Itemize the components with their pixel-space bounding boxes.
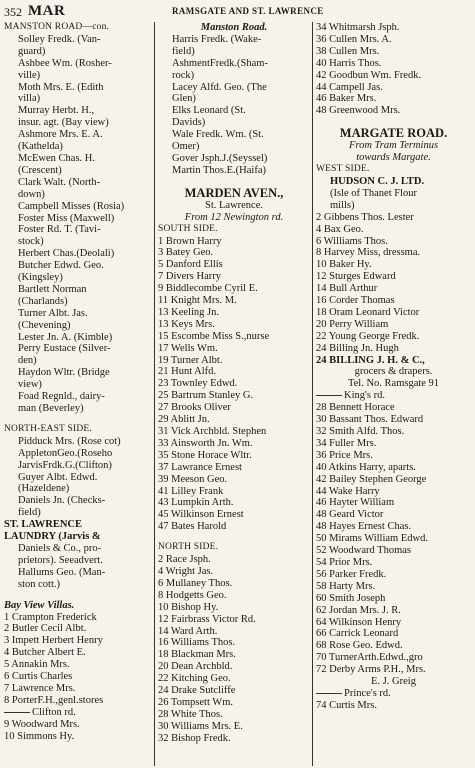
street-subheading: Bay View Villas. <box>4 599 75 611</box>
directory-entry: Bartlett Norman <box>18 283 87 295</box>
directory-entry: 48 Geard Victor <box>316 509 384 521</box>
directory-entry: Moth Mrs. E. (Edith <box>18 81 104 93</box>
directory-entry: 39 Meeson Geo. <box>158 473 228 485</box>
directory-entry: 16 Williams Thos. <box>158 637 236 649</box>
directory-entry: 37 Lawrance Ernest <box>158 461 242 473</box>
directory-entry: 13 Keys Mrs. <box>158 318 215 330</box>
section-heading: NORTH-EAST SIDE. <box>4 423 92 434</box>
directory-entry: 34 Fuller Mrs. <box>316 437 377 449</box>
directory-entry: 22 Kitching Geo. <box>158 673 231 685</box>
section-heading: WEST SIDE. <box>316 164 370 175</box>
directory-entry: Murray Herbt. H., <box>18 105 95 117</box>
directory-entry: 3 Batey Geo. <box>158 247 214 259</box>
directory-entry: 8 PorterF.H.,genl.stores <box>4 694 104 706</box>
directory-entry: Elks Leonard (St. <box>172 105 246 117</box>
directory-entry: 48 Hayes Ernest Chas. <box>316 521 412 533</box>
directory-entry: Omer) <box>172 141 200 153</box>
directory-entry: ston cott.) <box>18 578 60 590</box>
directory-entry: ville) <box>18 69 41 81</box>
directory-entry: 70 TurnerArth.Edwd.,gro <box>316 652 423 664</box>
directory-entry: 22 Young George Fredk. <box>316 330 420 342</box>
directory-entry: Tel. No. Ramsgate 91 <box>347 378 440 390</box>
directory-entry: 40 Atkins Harry, aparts. <box>316 461 416 473</box>
directory-entry: 32 Bishop Fredk. <box>158 732 231 744</box>
directory-entry: towards Margate. <box>356 152 431 164</box>
directory-entry: 47 Bates Harold <box>158 521 227 533</box>
directory-entry: 36 Cullen Mrs. A. <box>316 33 392 45</box>
directory-entry: Solley Fredk. (Van- <box>18 33 101 45</box>
section-heading: SOUTH SIDE. <box>158 223 218 234</box>
directory-entry: AshmentFredk.(Sham- <box>172 57 268 69</box>
directory-entry: prietors). Seeadvert. <box>18 554 103 566</box>
directory-entry: 19 Turner Albt. <box>158 354 223 366</box>
directory-entry: 20 Perry William <box>316 318 389 330</box>
directory-entry: 7 Divers Harry <box>158 271 221 283</box>
directory-entry: Daniels & Co., pro- <box>18 542 102 554</box>
directory-entry: 3 Impett Herbert Henry <box>4 635 103 647</box>
spacer <box>4 415 152 424</box>
directory-entry: Clark Walt. (North- <box>18 176 101 188</box>
directory-entry: 16 Corder Thomas <box>316 295 395 307</box>
directory-entry: 68 Rose Geo. Edwd. <box>316 640 403 652</box>
directory-entry: 8 Hodgetts Geo. <box>158 589 227 601</box>
directory-entry: 29 Ablitt Jn. <box>158 414 210 426</box>
directory-entry: 9 Woodward Mrs. <box>4 718 80 730</box>
directory-entry: 46 Hayter William <box>316 497 395 509</box>
directory-entry: 34 Whitmarsh Jsph. <box>316 22 400 33</box>
directory-entry: 10 Bishop Hy. <box>158 601 219 613</box>
directory-entry: 42 Goodbun Wm. Fredk. <box>316 69 422 81</box>
directory-entry: Glen) <box>172 93 196 105</box>
spacer <box>158 533 310 542</box>
directory-entry: 38 Cullen Mrs. <box>316 45 380 57</box>
directory-entry: mills) <box>330 199 355 211</box>
directory-column-1 <box>4 22 152 742</box>
directory-entry: 27 Brooks Oliver <box>158 402 231 414</box>
directory-entry: insur. agt. (Bay view) <box>18 117 109 129</box>
directory-entry: 4 Bax Geo. <box>316 223 364 235</box>
directory-entry: 15 Escombe Miss S.,nurse <box>158 330 270 342</box>
directory-entry: (Kingsley) <box>18 272 63 284</box>
cross-street-marker: King's rd. <box>316 390 471 402</box>
directory-entry: Turner Albt. Jas. <box>18 307 88 319</box>
directory-entry: 4 Wright Jas. <box>158 565 214 577</box>
directory-entry: 36 Price Mrs. <box>316 449 373 461</box>
directory-entry: 46 Baker Mrs. <box>316 93 377 105</box>
directory-entry: 23 Townley Edwd. <box>158 378 238 390</box>
directory-entry: 64 Wilkinson Henry <box>316 616 402 628</box>
directory-entry: 62 Jordan Mrs. J. R. <box>316 604 401 616</box>
directory-entry: 10 Baker Hy. <box>316 259 372 271</box>
directory-entry: 33 Ainsworth Jn. Wm. <box>158 437 253 449</box>
directory-entry: 54 Prior Mrs. <box>316 556 373 568</box>
directory-entry: Daniels Jn. (Checks- <box>18 495 106 507</box>
directory-entry: 28 White Thos. <box>158 708 223 720</box>
directory-entry: 52 Woodward Thomas <box>316 545 412 557</box>
directory-entry: AppletonGeo.(Roseho <box>18 447 113 459</box>
directory-entry: HUDSON C. J. LTD. <box>330 175 425 187</box>
directory-entry: 6 Curtis Charles <box>4 671 73 683</box>
directory-entry: Gover Jsph.J.(Seyssel) <box>172 152 268 164</box>
directory-entry: (Hazeldene) <box>18 483 70 495</box>
directory-entry: (Kathelda) <box>18 141 63 153</box>
directory-entry: 1 Crampton Frederick <box>4 611 97 623</box>
directory-entry: 12 Fairbrass Victor Rd. <box>158 613 256 625</box>
directory-entry: JarvisFrdk.G.(Clifton) <box>18 459 112 471</box>
directory-entry: Foster Rd. T. (Tavi- <box>18 224 101 236</box>
cross-street-marker: Clifton rd. <box>4 707 152 719</box>
page-number: 352 <box>4 5 22 19</box>
directory-entry: 8 Harvey Miss, dressma. <box>316 247 421 259</box>
directory-entry: Butcher Edwd. Geo. <box>18 260 104 272</box>
directory-entry: ST. LAWRENCE <box>4 519 82 531</box>
directory-entry: 12 Sturges Edward <box>316 271 396 283</box>
column-divider-2 <box>312 22 313 766</box>
directory-entry: 10 Simmons Hy. <box>4 730 75 742</box>
directory-entry: 17 Wells Wm. <box>158 342 218 354</box>
directory-entry: Lester Jn. A. (Kimble) <box>18 331 113 343</box>
directory-entry: 48 Greenwood Mrs. <box>316 105 401 117</box>
directory-entry: St. Lawrence. <box>204 199 264 211</box>
directory-entry: field) <box>172 45 195 57</box>
directory-entry: 40 Harris Thos. <box>316 57 382 69</box>
directory-entry: 5 Danford Ellis <box>158 259 223 271</box>
directory-entry: From Tram Terminus <box>348 140 439 152</box>
directory-entry: 21 Hunt Alfd. <box>158 366 217 378</box>
directory-entry: 56 Parker Fredk. <box>316 568 387 580</box>
directory-entry: 4 Butcher Albert E. <box>4 647 86 659</box>
page-header <box>4 4 469 20</box>
directory-entry: McEwen Chas. H. <box>18 152 95 164</box>
spacer <box>4 591 152 600</box>
directory-entry: Foad Regnld., dairy- <box>18 391 105 403</box>
directory-entry: 28 Bennett Horace <box>316 402 395 414</box>
directory-entry: Herbert Chas.(Deolali) <box>18 248 115 260</box>
directory-entry: field) <box>18 507 41 519</box>
directory-entry: 30 Williams Mrs. E. <box>158 720 243 732</box>
directory-entry: villa) <box>18 93 41 105</box>
directory-entry: stock) <box>18 236 44 248</box>
directory-entry: E. J. Greig <box>371 676 416 688</box>
directory-entry: 1 Brown Harry <box>158 235 222 247</box>
page-keyword: MAR <box>28 3 66 19</box>
directory-entry: 42 Bailey Stephen George <box>316 473 427 485</box>
directory-entry: 41 Lilley Frank <box>158 485 224 497</box>
directory-column-3 <box>316 22 471 712</box>
spacer <box>158 177 310 186</box>
street-subheading: Manston Road. <box>200 22 268 33</box>
directory-entry: (Crescent) <box>18 164 62 176</box>
street-heading: MARGATE ROAD. <box>339 126 448 141</box>
directory-entry: 24 Billing Jn. Hugh <box>316 342 399 354</box>
directory-entry: (Chevening) <box>18 319 71 331</box>
directory-entry: 43 Lumpkin Arth. <box>158 497 234 509</box>
directory-column-2 <box>158 22 310 745</box>
directory-entry: view) <box>18 379 42 391</box>
directory-entry: 58 Harty Mrs. <box>316 580 376 592</box>
directory-entry: 13 Keeling Jn. <box>158 306 219 318</box>
directory-entry: 14 Ward Arth. <box>158 625 218 637</box>
directory-entry: LAUNDRY (Jarvis & <box>4 531 101 543</box>
directory-entry: Campbell Misses (Rosia) <box>18 200 125 212</box>
directory-entry: 7 Lawrence Mrs. <box>4 682 76 694</box>
directory-entry: 9 Biddlecombe Cyril E. <box>158 283 258 295</box>
directory-entry: 25 Bartrum Stanley G. <box>158 390 254 402</box>
directory-entry: 30 Bassant Thos. Edward <box>316 414 424 426</box>
directory-entry: 60 Smith Joseph <box>316 592 386 604</box>
directory-entry: 2 Butler Cecil Albt. <box>4 623 87 635</box>
directory-entry: 44 Campell Jas. <box>316 81 383 93</box>
directory-entry: 2 Gibbens Thos. Lester <box>316 211 414 223</box>
directory-entry: den) <box>18 355 37 367</box>
column-divider-1 <box>154 22 155 766</box>
directory-entry: Davids) <box>172 117 206 129</box>
directory-entry: down) <box>18 188 45 200</box>
directory-entry: 74 Curtis Mrs. <box>316 699 377 711</box>
directory-entry: 18 Oram Leonard Victor <box>316 306 420 318</box>
directory-entry: Wale Fredk. Wm. (St. <box>172 129 264 141</box>
directory-entry: Foster Miss (Maxwell) <box>18 212 115 224</box>
directory-entry: (Isle of Thanet Flour <box>330 187 417 199</box>
directory-entry: 44 Wake Harry <box>316 485 380 497</box>
directory-entry: rock) <box>172 69 195 81</box>
directory-entry: Haydon Wltr. (Bridge <box>18 367 110 379</box>
directory-entry: 11 Knight Mrs. M. <box>158 295 237 307</box>
directory-entry: 45 Wilkinson Ernest <box>158 509 244 521</box>
directory-entry: Perry Eustace (Silver- <box>18 343 111 355</box>
running-title: RAMSGATE AND ST. LAWRENCE <box>172 6 324 16</box>
cross-street-marker: Prince's rd. <box>316 688 471 700</box>
directory-entry: 35 Stone Horace Wltr. <box>158 449 252 461</box>
directory-entry: 20 Dean Archbld. <box>158 661 233 673</box>
directory-entry: Martin Thos.E.(Haifa) <box>172 164 266 176</box>
directory-entry: (Charlands) <box>18 295 68 307</box>
directory-entry: 31 Vick Archbld. Stephen <box>158 426 267 437</box>
directory-entry: 50 Mirams William Edwd. <box>316 533 428 545</box>
directory-entry: 26 Tompsett Wm. <box>158 696 234 708</box>
directory-entry: grocers & drapers. <box>354 366 433 378</box>
directory-entry: Guyer Albt. Edwd. <box>18 471 98 483</box>
directory-entry: guard) <box>18 45 46 57</box>
directory-entry: 14 Bull Arthur <box>316 283 378 295</box>
directory-entry: 32 Smith Alfd. Thos. <box>316 426 405 437</box>
directory-entry: 24 BILLING J. H. & C., <box>316 354 425 366</box>
directory-entry: Ashbee Wm. (Rosher- <box>18 57 112 69</box>
directory-entry: Hallums Geo. (Man- <box>18 566 106 578</box>
directory-entry: From 12 Newington rd. <box>184 211 284 223</box>
section-heading: NORTH SIDE. <box>158 542 219 553</box>
directory-entry: 5 Annakin Mrs. <box>4 659 70 671</box>
directory-entry: 24 Drake Sutcliffe <box>158 685 236 697</box>
directory-entry: Harris Fredk. (Wake- <box>172 33 262 45</box>
directory-entry: Lacey Alfd. Geo. (The <box>172 81 267 93</box>
section-heading: MANSTON ROAD—con. <box>4 22 110 32</box>
directory-entry: 2 Race Jsph. <box>158 554 211 566</box>
directory-entry: 66 Carrick Leonard <box>316 628 399 640</box>
directory-entry: 6 Williams Thos. <box>316 235 388 247</box>
directory-entry: Ashmore Mrs. E. A. <box>18 129 103 141</box>
spacer <box>316 117 471 126</box>
street-heading: MARDEN AVEN., <box>184 185 284 200</box>
directory-entry: Pidduck Mrs. (Rose cot) <box>18 435 121 447</box>
directory-entry: 18 Blackman Mrs. <box>158 649 236 661</box>
directory-entry: man (Beverley) <box>18 403 84 414</box>
directory-entry: 6 Mullaney Thos. <box>158 577 233 589</box>
directory-entry: 72 Derby Arms P.H., Mrs. <box>316 664 426 676</box>
